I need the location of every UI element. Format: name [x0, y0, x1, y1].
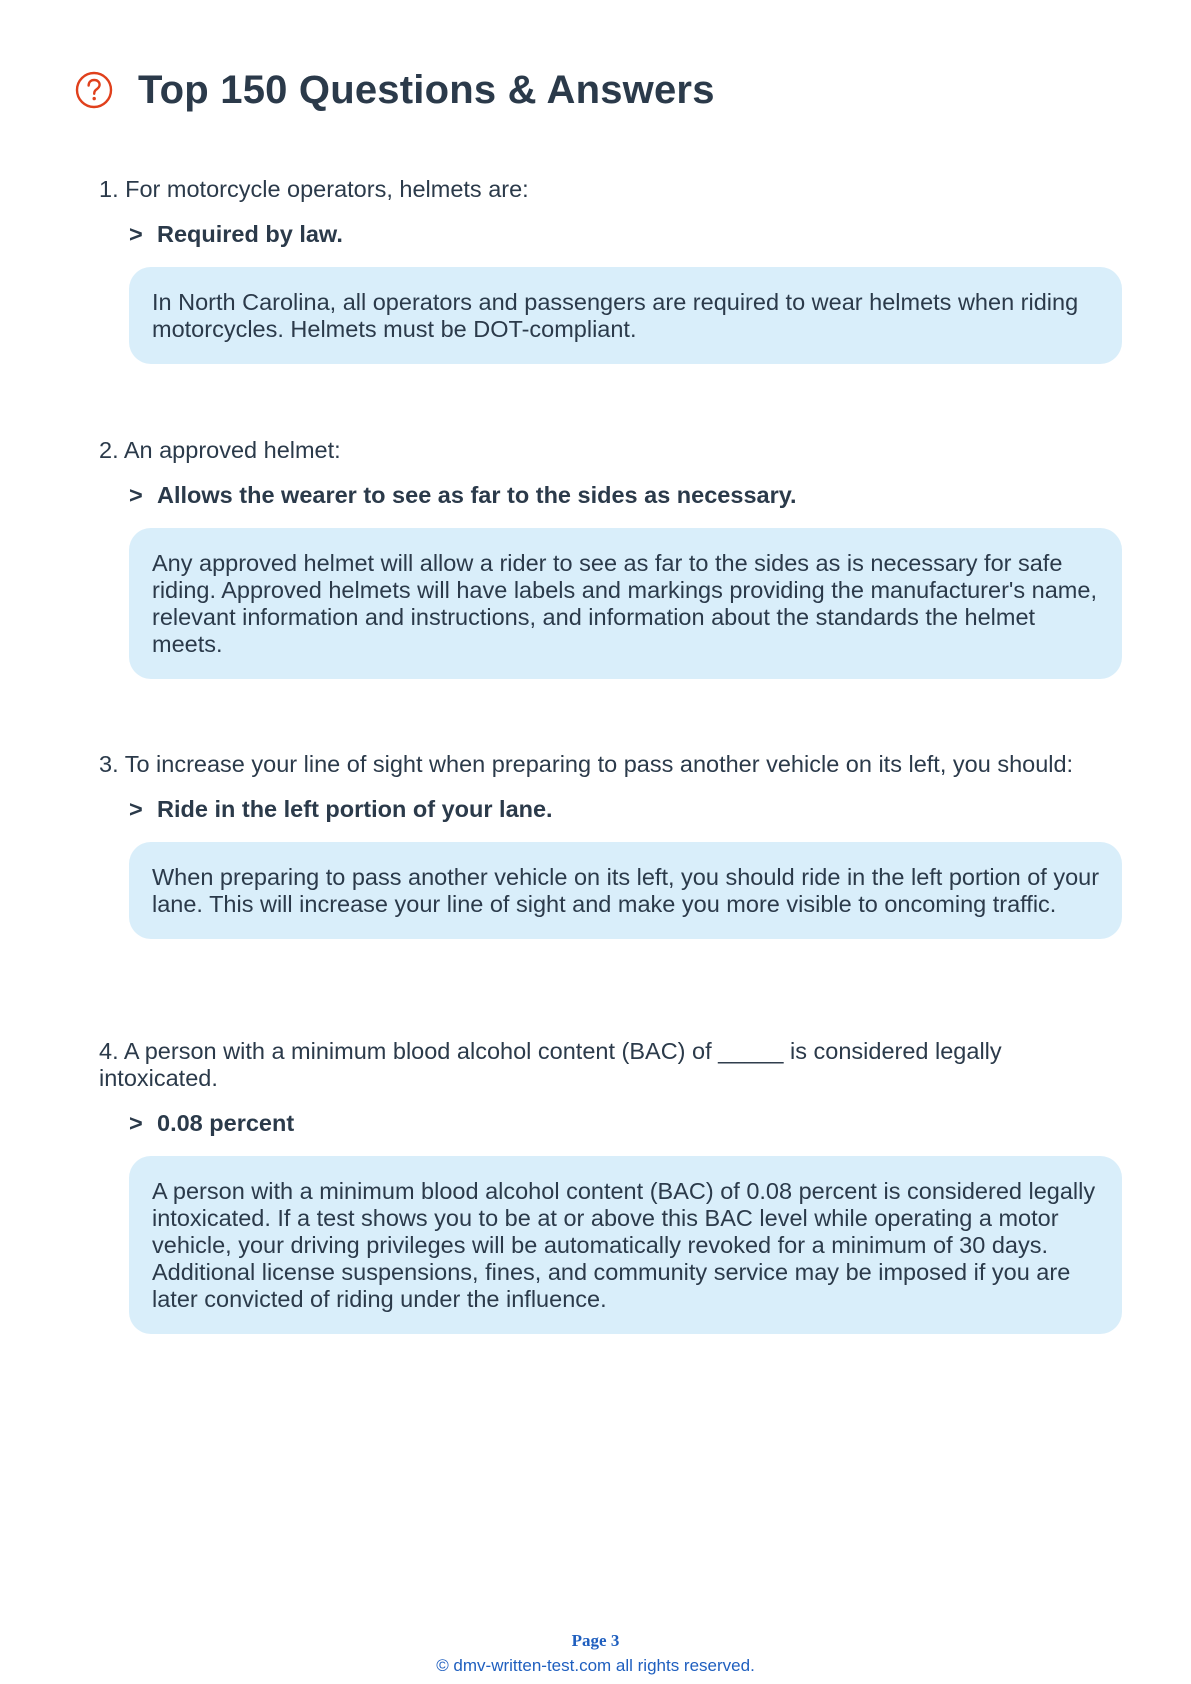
- question-text: 3. To increase your line of sight when preparing to pass another vehicle on its left, you should:: [99, 751, 1074, 777]
- question-text: 2. An approved helmet:: [99, 437, 341, 463]
- answer: [129, 796, 1122, 823]
- answer: [129, 482, 1122, 509]
- answer-text: Allows the wearer to see as far to the sides as necessary.: [157, 482, 797, 508]
- page-title: Top 150 Questions & Answers: [138, 67, 715, 112]
- explanation-box: When preparing to pass another vehicle on its left, you should ride in the left portion of your lane. This will increase your line of sight and make you more visible to oncoming traffic.: [129, 842, 1122, 939]
- answer-text: Ride in the left portion of your lane.: [157, 796, 553, 822]
- qa-item-3: [99, 751, 1122, 939]
- answer-text: Required by law.: [157, 221, 343, 247]
- qa-item-1: [99, 176, 1122, 364]
- copyright-link[interactable]: © dmv-written-test.com all rights reserved.: [436, 1656, 755, 1675]
- answer-marker: >: [129, 221, 143, 247]
- page-number: Page 3: [571, 1631, 620, 1650]
- answer-marker: >: [129, 482, 143, 508]
- explanation-box: A person with a minimum blood alcohol content (BAC) of 0.08 percent is considered legally intoxicated. If a test shows you to be at or above this BAC level while operating a motor vehicle, your driving privileges will be automatically revoked for a minimum of 30 days. Additional license suspensions, fines, and community service may be imposed if you are later convicted of riding under the influence.: [129, 1156, 1122, 1334]
- answer-marker: >: [129, 796, 143, 822]
- question-text: 4. A person with a minimum blood alcohol content (BAC) of _____ is considered legally intoxicated.: [99, 1038, 1002, 1091]
- qa-item-4: [99, 1038, 1122, 1334]
- answer: [129, 1110, 1122, 1137]
- explanation-box: Any approved helmet will allow a rider to see as far to the sides as is necessary for safe riding. Approved helmets will have labels and markings providing the manufacturer's name, relevant information and instructions, and information about the standards the helmet meets.: [129, 528, 1122, 679]
- question-circle-icon: [74, 70, 114, 110]
- answer: [129, 221, 1122, 248]
- qa-item-2: [99, 437, 1122, 679]
- page-footer: [0, 1630, 1191, 1677]
- page-header: [74, 62, 715, 118]
- answer-text: 0.08 percent: [157, 1110, 295, 1136]
- answer-marker: >: [129, 1110, 143, 1136]
- explanation-box: In North Carolina, all operators and passengers are required to wear helmets when riding motorcycles. Helmets must be DOT-compliant.: [129, 267, 1122, 364]
- question-text: 1. For motorcycle operators, helmets are:: [99, 176, 529, 202]
